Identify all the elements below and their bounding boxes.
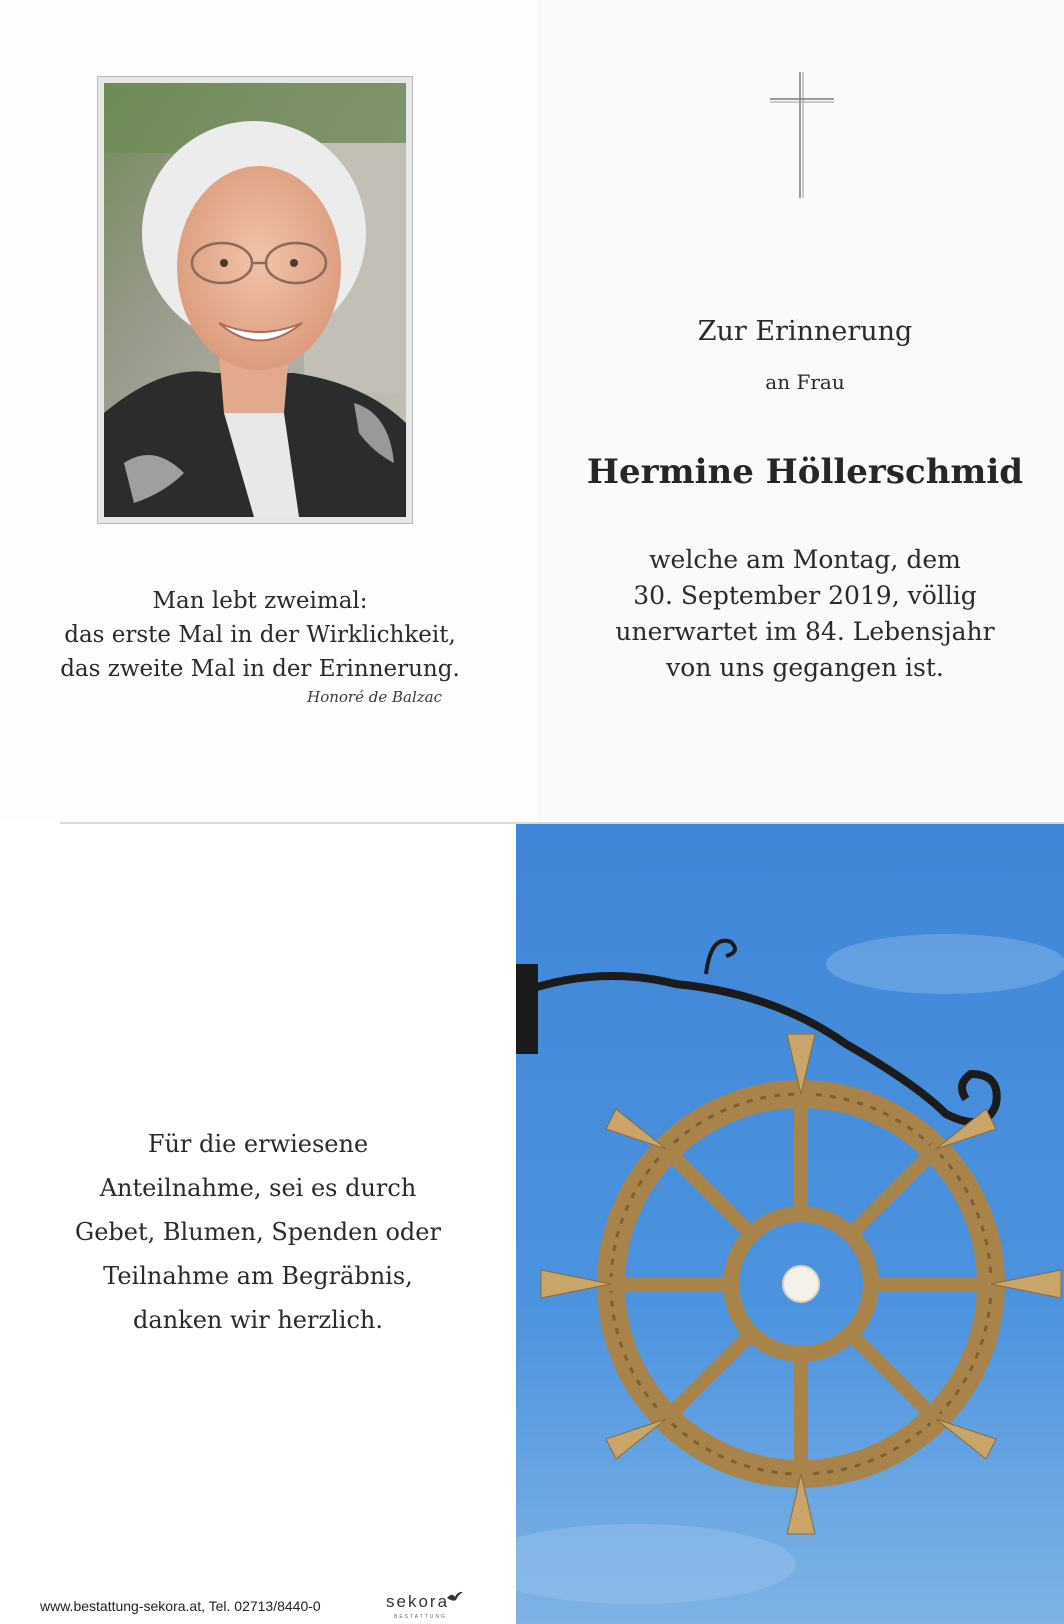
memorial-heading: Zur Erinnerung	[697, 316, 913, 347]
fold-line-vertical	[539, 0, 540, 820]
straw-wheel-image	[516, 824, 1064, 1624]
portrait-photo	[97, 76, 413, 524]
memorial-detail-line: von uns gegangen ist.	[666, 653, 944, 682]
memorial-subheading: an Frau	[765, 370, 845, 394]
bird-icon	[446, 1590, 464, 1604]
memorial-detail-line: unerwartet im 84. Lebensjahr	[615, 617, 995, 646]
memorial-detail-line: 30. September 2019, völlig	[633, 581, 977, 610]
portrait-image	[104, 83, 406, 517]
memorial-detail-line: welche am Montag, dem	[649, 545, 961, 574]
funeral-home-logo-sub: BESTATTUNG	[394, 1614, 447, 1620]
thanks-line: Teilnahme am Begräbnis,	[103, 1262, 413, 1290]
thanks-line: Für die erwiesene	[147, 1130, 369, 1158]
deceased-name: Hermine Höllerschmid	[586, 452, 1024, 492]
quote-line: das erste Mal in der Wirklichkeit,	[64, 622, 456, 648]
cross-icon	[770, 72, 834, 198]
quote-line: Man lebt zweimal:	[152, 588, 368, 614]
quote-line: das zweite Mal in der Erinnerung.	[60, 656, 460, 682]
footer-contact: www.bestattung-sekora.at, Tel. 02713/8440-0	[40, 1598, 321, 1614]
thanks-line: danken wir herzlich.	[133, 1306, 383, 1334]
thanks-line: Anteilnahme, sei es durch	[99, 1174, 417, 1202]
funeral-home-logo: sekora	[386, 1592, 450, 1611]
thanks-line: Gebet, Blumen, Spenden oder	[75, 1218, 441, 1246]
straw-wheel-photo	[516, 824, 1064, 1624]
quote-author: Honoré de Balzac	[307, 688, 442, 706]
